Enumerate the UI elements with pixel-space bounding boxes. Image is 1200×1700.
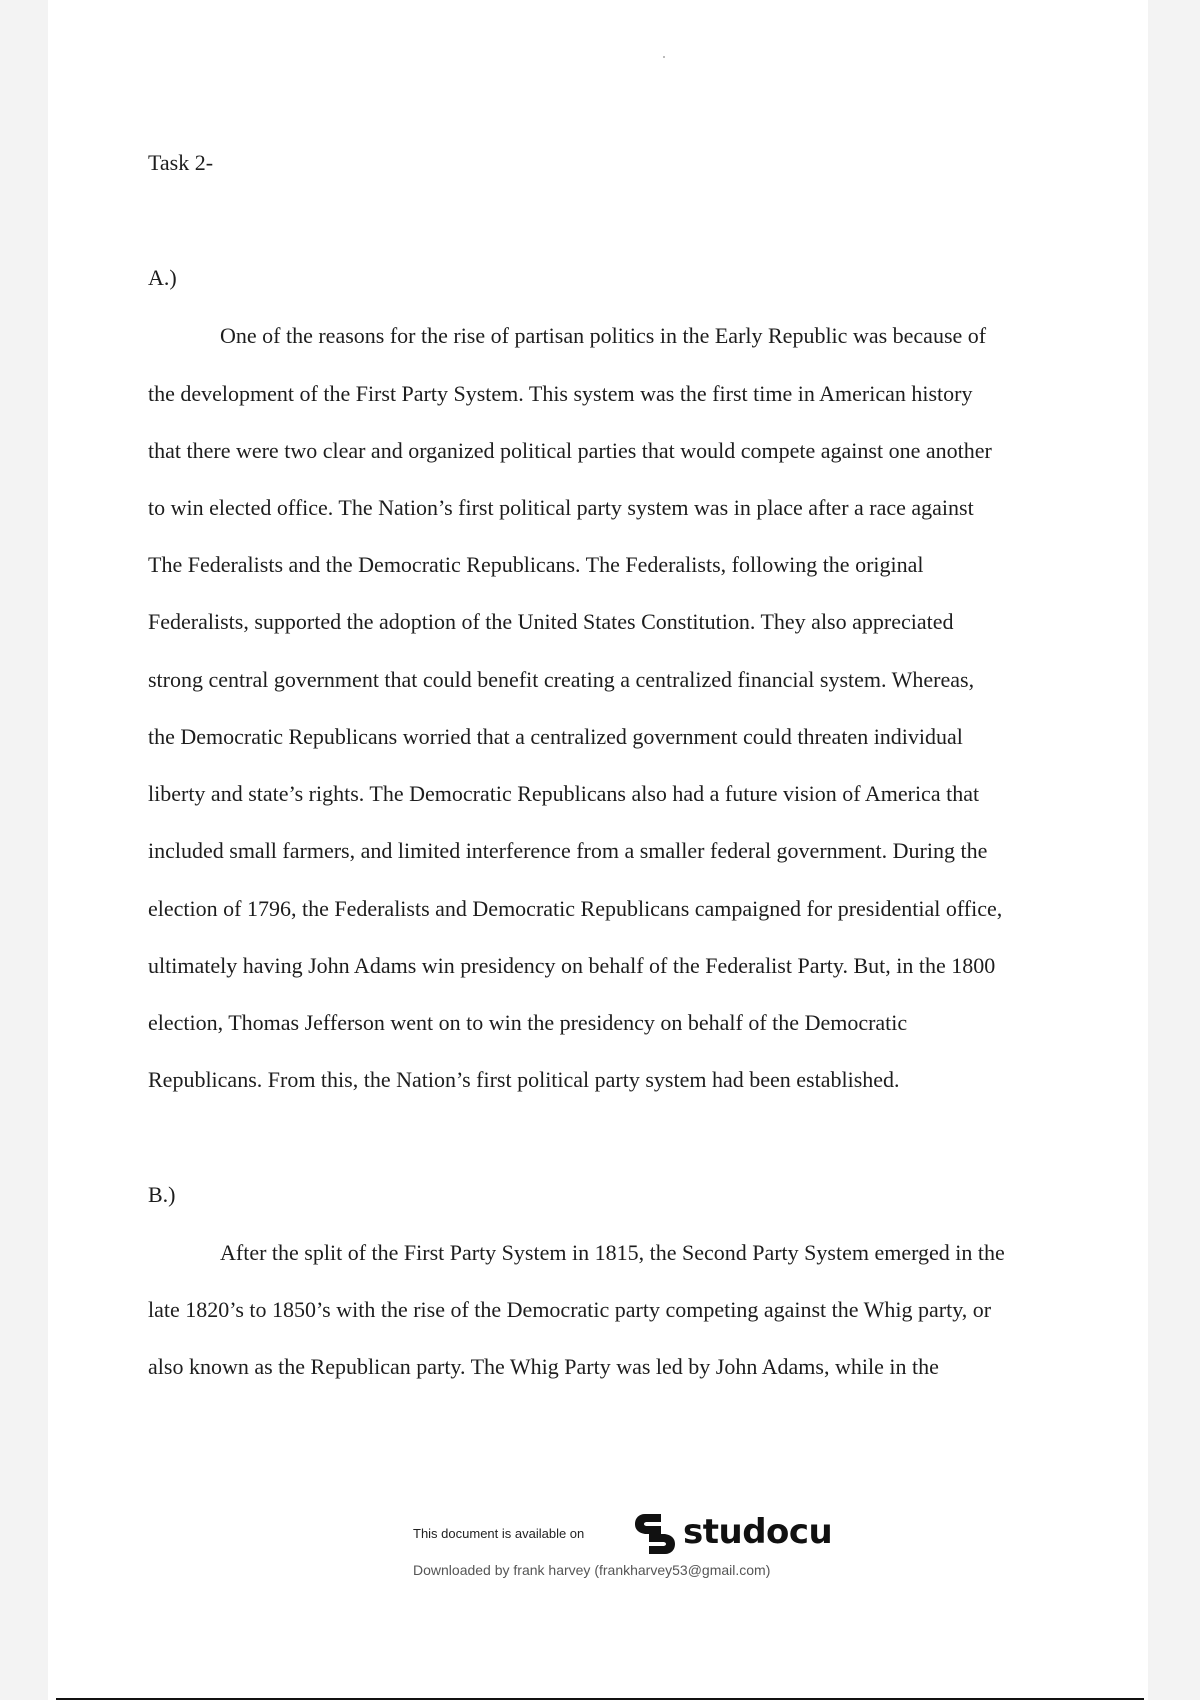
paragraph-line: Republicans. From this, the Nation’s first political party system had been established. — [148, 1067, 900, 1092]
document-page — [48, 0, 1148, 1700]
paragraph-line: ultimately having John Adams win presidency on behalf of the Federalist Party. But, in the 1800 — [148, 953, 996, 978]
paragraph-line: One of the reasons for the rise of partisan politics in the Early Republic was because of — [220, 323, 987, 348]
available-text: This document is available on — [413, 1526, 585, 1541]
paragraph-line: Federalists, supported the adoption of the United States Constitution. They also appreciated — [148, 609, 954, 634]
paragraph-line: included small farmers, and limited interference from a smaller federal government. During the — [148, 838, 988, 863]
section-a-label: A.) — [148, 265, 177, 290]
paragraph-line: liberty and state’s rights. The Democratic Republicans also had a future vision of America that — [148, 781, 980, 806]
section-b-label: B.) — [148, 1182, 176, 1207]
paragraph-line: that there were two clear and organized political parties that would compete against one another — [148, 438, 992, 463]
paragraph-line: election of 1796, the Federalists and Democratic Republicans campaigned for presidential office, — [148, 896, 1003, 921]
studocu-footer — [0, 1500, 1200, 1580]
studocu-logo-icon — [631, 1510, 679, 1558]
paragraph-line: After the split of the First Party System in 1815, the Second Party System emerged in the — [220, 1240, 1005, 1265]
paragraph-line: the Democratic Republicans worried that a centralized government could threaten individual — [148, 724, 963, 749]
task-title: Task 2- — [148, 150, 214, 175]
studocu-brand-name: studocu — [683, 1512, 833, 1552]
paragraph-line: late 1820’s to 1850’s with the rise of the Democratic party competing against the Whig party, or — [148, 1297, 992, 1322]
paragraph-line: the development of the First Party System. This system was the first time in American history — [148, 381, 973, 406]
paragraph-line: election, Thomas Jefferson went on to win the presidency on behalf of the Democratic — [148, 1010, 908, 1035]
paragraph-line: also known as the Republican party. The Whig Party was led by John Adams, while in the — [148, 1354, 939, 1379]
paragraph-line: strong central government that could benefit creating a centralized financial system. Whereas, — [148, 667, 975, 692]
paragraph-line: to win elected office. The Nation’s first political party system was in place after a race against — [148, 495, 974, 520]
paragraph-line: The Federalists and the Democratic Republicans. The Federalists, following the original — [148, 552, 924, 577]
download-notice: Downloaded by frank harvey (frankharvey53@gmail.com) — [413, 1562, 771, 1578]
availability-banner[interactable] — [413, 1510, 833, 1560]
scan-mark — [663, 56, 665, 58]
